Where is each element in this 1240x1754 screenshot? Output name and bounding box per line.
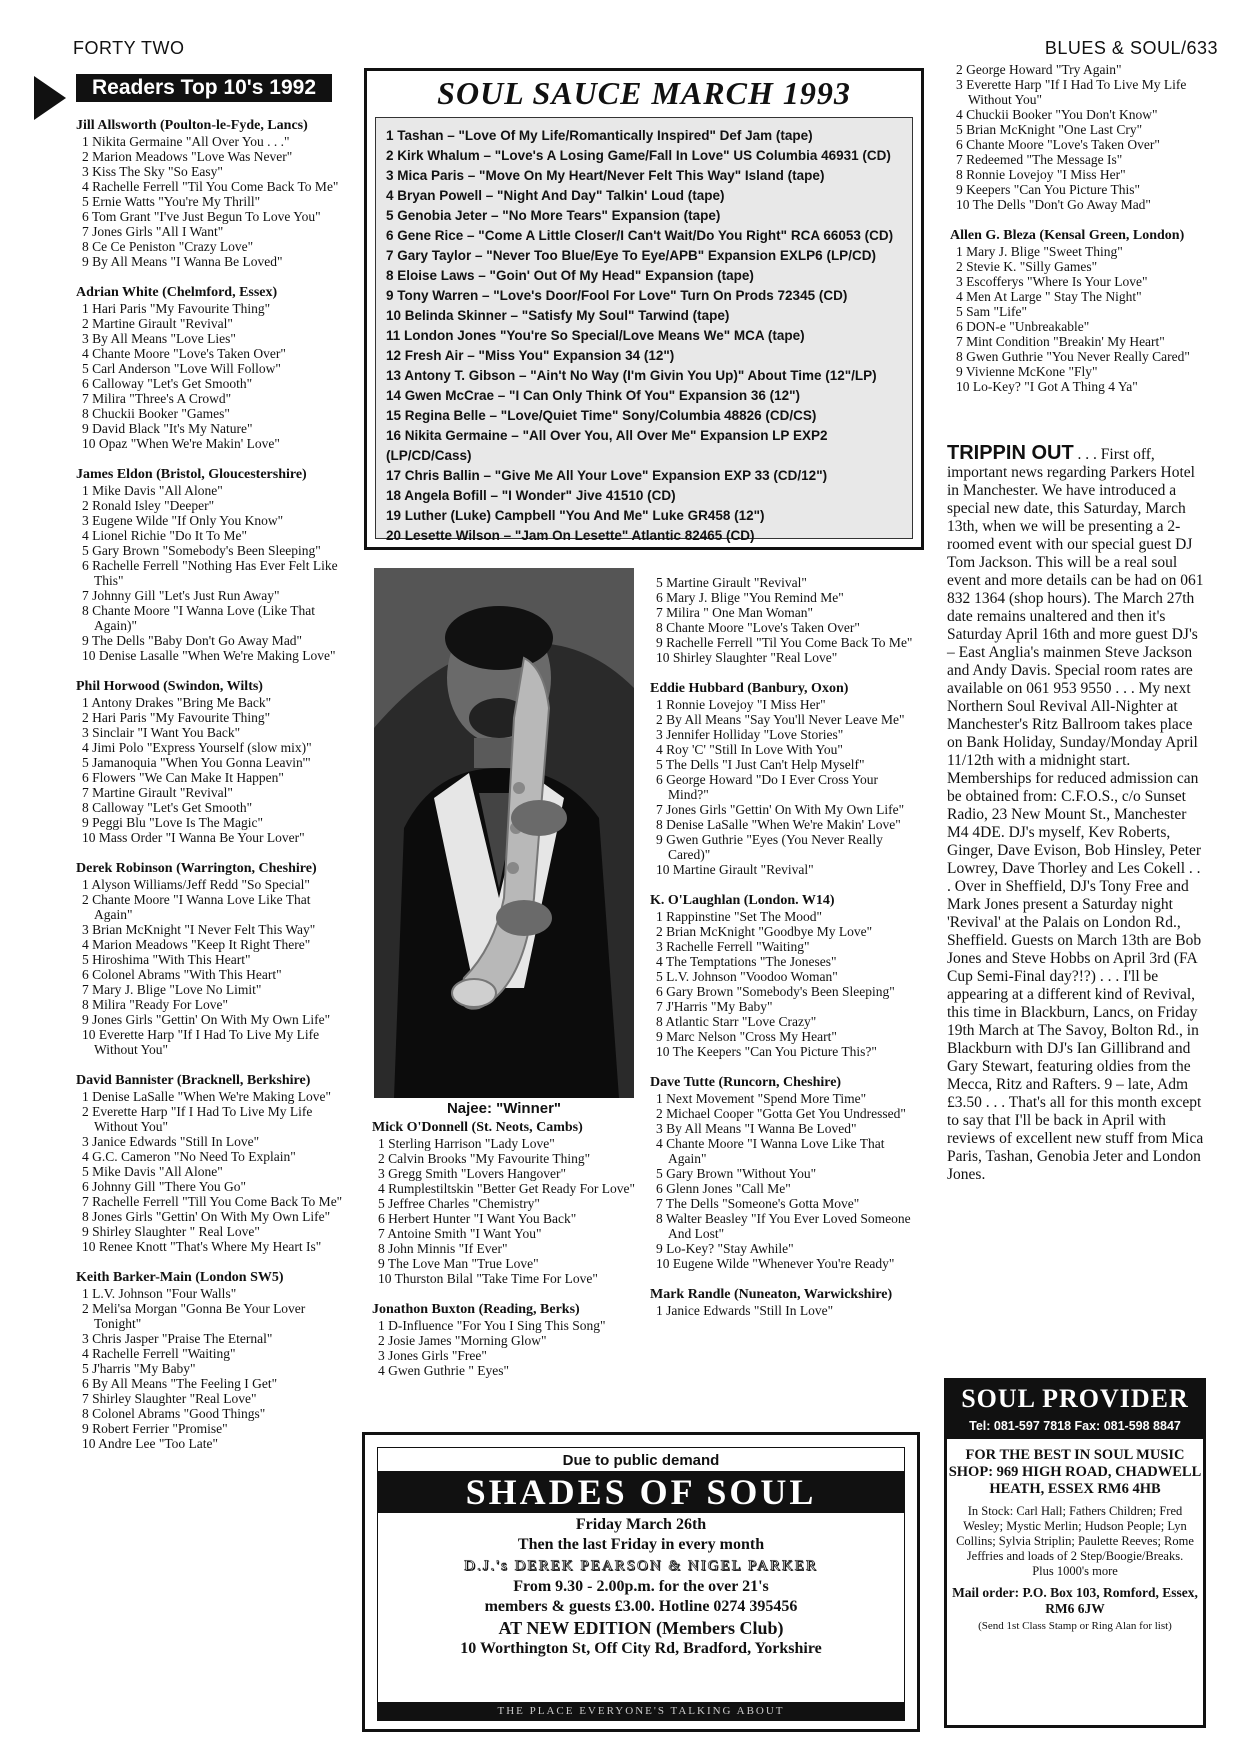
list-item: 8 Milira "Ready For Love" [82,997,228,1012]
reader-name: K. O'Laughlan (London. W14) [650,893,835,908]
list-item: 9 David Black "It's My Nature" [82,421,253,436]
reader-name: Phil Horwood (Swindon, Wilts) [76,679,263,694]
list-item: 4 Gwen Guthrie " Eyes" [378,1363,509,1378]
list-item: 5 Brian McKnight "One Last Cry" [956,122,1143,137]
reader-list [76,301,344,451]
list-item: 9 By All Means "I Wanna Be Loved" [82,254,283,269]
chart-entry: 9 Tony Warren – "Love's Door/Fool For Love" Turn On Prods 72345 (CD) [386,288,848,303]
reader-continued [950,62,1190,212]
reader-name: Dave Tutte (Runcorn, Cheshire) [650,1075,842,1090]
list-item: 10 Lo-Key? "I Got A Thing 4 Ya" [956,379,1138,394]
reader-top10 [372,1120,642,1286]
shades-footer: THE PLACE EVERYONE'S TALKING ABOUT [378,1702,904,1720]
list-item: 8 Ce Ce Peniston "Crazy Love" [82,239,254,254]
list-item: 3 Escofferys "Where Is Your Love" [956,274,1148,289]
list-item: 9 Marc Nelson "Cross My Heart" [656,1029,837,1044]
list-item: 9 The Dells "Baby Don't Go Away Mad" [82,633,303,648]
list-item: 10 Opaz "When We're Makin' Love" [82,436,280,451]
list-item: 4 Rachelle Ferrell "Til You Come Back To Me" [82,179,339,194]
list-item: 6 Tom Grant "I've Just Begun To Love You" [82,209,321,224]
list-item: 7 J'Harris "My Baby" [656,999,773,1014]
shades-venue: AT NEW EDITION (Members Club) [498,1618,784,1638]
list-item: 1 Mike Davis "All Alone" [82,483,223,498]
list-item: 9 Lo-Key? "Stay Awhile" [656,1241,794,1256]
provider-mail-order: Mail order: P.O. Box 103, Romford, Essex, RM6 6JW [952,1585,1198,1616]
list-item: 8 Atlantic Starr "Love Crazy" [656,1014,817,1029]
list-item: 2 Meli'sa Morgan "Gonna Be Your Lover Tonight" [82,1301,306,1331]
list-item: 5 Ernie Watts "You're My Thrill" [82,194,261,209]
list-item: 4 Jimi Polo "Express Yourself (slow mix)" [82,740,312,755]
reader-list [76,877,344,1057]
shades-address: 10 Worthington St, Off City Rd, Bradford, Yorkshire [460,1640,822,1657]
list-item: 6 Calloway "Let's Get Smooth" [82,376,253,391]
shades-djs: D.J.'s DEREK PEARSON & NIGEL PARKER [464,1558,818,1574]
provider-phone: Tel: 081-597 7818 Fax: 081-598 8847 [947,1417,1203,1439]
list-item: 1 Next Movement "Spend More Time" [656,1091,867,1106]
list-item: 3 Kiss The Sky "So Easy" [82,164,223,179]
reader-name: David Bannister (Bracknell, Berkshire) [76,1073,311,1088]
reader-list [76,1286,344,1451]
readers-column-2 [372,1120,642,1394]
readers-column-4 [950,62,1190,410]
list-item: 5 Gary Brown "Somebody's Been Sleeping" [82,543,321,558]
reader-list [372,1318,642,1378]
list-item: 2 Calvin Brooks "My Favourite Thing" [378,1151,591,1166]
chart-entry: 15 Regina Belle – "Love/Quiet Time" Sony/Columbia 48826 (CD/CS) [386,408,817,423]
reader-top10 [650,893,918,1059]
list-item: 9 Keepers "Can You Picture This" [956,182,1141,197]
list-item: 5 Mike Davis "All Alone" [82,1164,223,1179]
reader-name: Derek Robinson (Warrington, Cheshire) [76,861,317,876]
list-item: 2 George Howard "Try Again" [956,62,1122,77]
continued-list [950,62,1190,212]
list-item: 3 Everette Harp "If I Had To Live My Life Without You" [956,77,1187,107]
list-item: 10 Martine Girault "Revival" [656,862,814,877]
list-item: 6 Gary Brown "Somebody's Been Sleeping" [656,984,895,999]
shades-title: SHADES OF SOUL [378,1471,904,1513]
list-item: 6 Mary J. Blige "You Remind Me" [656,590,844,605]
list-item: 4 Rachelle Ferrell "Waiting" [82,1346,236,1361]
provider-title: SOUL PROVIDER [947,1381,1203,1417]
reader-list [650,909,918,1059]
list-item: 10 Renee Knott "That's Where My Heart Is" [82,1239,322,1254]
list-item: 5 J'harris "My Baby" [82,1361,196,1376]
list-item: 6 Glenn Jones "Call Me" [656,1181,791,1196]
list-item: 3 Eugene Wilde "If Only You Know" [82,513,284,528]
list-item: 7 Redeemed "The Message Is" [956,152,1123,167]
provider-plus: Plus 1000's more [1032,1564,1118,1578]
list-item: 5 Carl Anderson "Love Will Follow" [82,361,281,376]
provider-address: FOR THE BEST IN SOUL MUSIC SHOP: 969 HIGH ROAD, CHADWELL HEATH, ESSEX RM6 4HB [948,1447,1202,1497]
list-item: 3 Rachelle Ferrell "Waiting" [656,939,810,954]
chart-entry: 20 Lesette Wilson – "Jam On Lesette" Atlantic 82465 (CD) [386,528,755,543]
list-item: 5 The Dells "I Just Can't Help Myself" [656,757,865,772]
reader-top10 [950,228,1190,394]
list-item: 3 By All Means "I Wanna Be Loved" [656,1121,857,1136]
reader-top10 [76,861,344,1057]
list-item: 7 The Dells "Someone's Gotta Move" [656,1196,860,1211]
chart-entry: 4 Bryan Powell – "Night And Day" Talkin' Loud (tape) [386,188,725,203]
reader-top10 [650,1075,918,1271]
list-item: 8 Chante Moore "I Wanna Love (Like That Again)" [82,603,315,633]
list-item: 4 Chante Moore "Love's Taken Over" [82,346,286,361]
reader-top10 [76,467,344,663]
list-item: 1 Denise LaSalle "When We're Making Love" [82,1089,332,1104]
list-item: 3 Gregg Smith "Lovers Hangover" [378,1166,566,1181]
list-item: 7 Mary J. Blige "Love No Limit" [82,982,262,997]
list-item: 1 Alyson Williams/Jeff Redd "So Special" [82,877,310,892]
list-item: 2 Ronald Isley "Deeper" [82,498,215,513]
list-item: 2 Josie James "Morning Glow" [378,1333,547,1348]
list-item: 4 The Temptations "The Joneses" [656,954,837,969]
chart-entry: 11 London Jones "You're So Special/Love Means We" MCA (tape) [386,328,805,343]
chart-entry: 17 Chris Ballin – "Give Me All Your Love" Expansion EXP 33 (CD/12") [386,468,828,483]
list-item: 7 Martine Girault "Revival" [82,785,233,800]
chart-entry: 2 Kirk Whalum – "Love's A Losing Game/Fall In Love" US Columbia 46931 (CD) [386,148,891,163]
list-item: 6 By All Means "The Feeling I Get" [82,1376,278,1391]
list-item: 7 Antoine Smith "I Want You" [378,1226,542,1241]
list-item: 2 Michael Cooper "Gotta Get You Undressed" [656,1106,906,1121]
list-item: 4 Rumplestiltskin "Better Get Ready For Love" [378,1181,635,1196]
list-item: 2 Hari Paris "My Favourite Thing" [82,710,271,725]
list-item: 1 Antony Drakes "Bring Me Back" [82,695,272,710]
list-item: 5 Martine Girault "Revival" [656,575,807,590]
list-item: 1 Mary J. Blige "Sweet Thing" [956,244,1123,259]
reader-name: Eddie Hubbard (Banbury, Oxon) [650,681,849,696]
readers-top10-title: Readers Top 10's 1992 [76,74,332,102]
reader-name: Mick O'Donnell (St. Neots, Cambs) [372,1120,583,1135]
shades-inner [377,1447,905,1721]
reader-list [372,1136,642,1286]
reader-top10 [76,118,344,269]
reader-list [76,695,344,845]
saxophonist-image [374,568,634,1098]
list-item: 9 Jones Girls "Gettin' On With My Own Life" [82,1012,331,1027]
reader-name: Allen G. Bleza (Kensal Green, London) [950,228,1185,243]
magazine-issue: BLUES & SOUL/633 [1044,38,1218,58]
list-item: 3 Sinclair "I Want You Back" [82,725,241,740]
chart-entry: 7 Gary Taylor – "Never Too Blue/Eye To Eye/APB" Expansion EXLP6 (LP/CD) [386,248,876,263]
shades-demand: Due to public demand [562,1452,720,1469]
reader-list [950,244,1190,394]
reader-name: Keith Barker-Main (London SW5) [76,1270,284,1285]
list-item: 4 Chante Moore "I Wanna Love Like That Again" [656,1136,885,1166]
list-item: 8 Jones Girls "Gettin' On With My Own Life" [82,1209,331,1224]
page-number: FORTY TWO [73,38,185,58]
readers-column-1 [76,118,344,1467]
chart-entry: 6 Gene Rice – "Come A Little Closer/I Can't Wait/Do You Right" RCA 66053 (CD) [386,228,894,243]
shades-of-soul-ad [362,1432,920,1732]
najee-photo [374,568,634,1098]
reader-name: Mark Randle (Nuneaton, Warwickshire) [650,1287,893,1302]
reader-top10 [650,1287,918,1318]
shades-recurrence: Then the last Friday in every month [517,1536,765,1553]
list-item: 7 Jones Girls "All I Want" [82,224,224,239]
soul-sauce-list [386,126,902,546]
list-item: 2 Martine Girault "Revival" [82,316,233,331]
list-item: 6 DON-e "Unbreakable" [956,319,1090,334]
list-item: 8 Colonel Abrams "Good Things" [82,1406,266,1421]
reader-top10 [76,679,344,845]
list-item: 5 Hiroshima "With This Heart" [82,952,251,967]
list-item: 6 Johnny Gill "There You Go" [82,1179,247,1194]
reader-name: Jill Allsworth (Poulton-le-Fyde, Lancs) [76,118,308,133]
chart-entry: 3 Mica Paris – "Move On My Heart/Never Felt This Way" Island (tape) [386,168,825,183]
reader-name: Jonathon Buxton (Reading, Berks) [372,1302,580,1317]
chart-entry: 5 Genobia Jeter – "No More Tears" Expansion (tape) [386,208,721,223]
soul-sauce-chart [364,68,924,550]
list-item: 4 G.C. Cameron "No Need To Explain" [82,1149,296,1164]
chart-entry: 10 Belinda Skinner – "Satisfy My Soul" Tarwind (tape) [386,308,730,323]
list-item: 2 Marion Meadows "Love Was Never" [82,149,293,164]
list-item: 3 Chris Jasper "Praise The Eternal" [82,1331,273,1346]
soul-provider-ad [944,1378,1206,1728]
reader-continued [650,575,918,665]
chart-entry: 14 Gwen McCrae – "I Can Only Think Of You" Expansion 36 (12") [386,388,801,403]
shades-date: Friday March 26th [575,1516,707,1533]
reader-list [650,1091,918,1271]
reader-name: James Eldon (Bristol, Gloucestershire) [76,467,307,482]
reader-list [650,1303,918,1318]
list-item: 10 Thurston Bilal "Take Time For Love" [378,1271,598,1286]
list-item: 7 Shirley Slaughter "Real Love" [82,1391,257,1406]
list-item: 5 Jeffree Charles "Chemistry" [378,1196,540,1211]
provider-note: (Send 1st Class Stamp or Ring Alan for list) [978,1620,1172,1632]
arrow-icon [34,76,66,120]
list-item: 9 Shirley Slaughter " Real Love" [82,1224,260,1239]
list-item: 8 Chuckii Booker "Games" [82,406,230,421]
list-item: 9 Vivienne McKone "Fly" [956,364,1098,379]
chart-entry: 19 Luther (Luke) Campbell "You And Me" Luke GR458 (12") [386,508,765,523]
list-item: 10 Mass Order "I Wanna Be Your Lover" [82,830,305,845]
list-item: 6 George Howard "Do I Ever Cross Your Mind?" [656,772,878,802]
list-item: 2 Brian McKnight "Goodbye My Love" [656,924,873,939]
list-item: 8 Denise LaSalle "When We're Makin' Love" [656,817,901,832]
list-item: 6 Herbert Hunter "I Want You Back" [378,1211,577,1226]
photo-caption: Najee: "Winner" [446,1100,562,1117]
list-item: 1 Hari Paris "My Favourite Thing" [82,301,271,316]
list-item: 10 Eugene Wilde "Whenever You're Ready" [656,1256,895,1271]
list-item: 6 Chante Moore "Love's Taken Over" [956,137,1160,152]
reader-top10 [650,681,918,877]
shades-price: members & guests £3.00. Hotline 0274 395456 [484,1598,798,1615]
list-item: 8 Gwen Guthrie "You Never Really Cared" [956,349,1190,364]
trippin-out-column [947,444,1205,1184]
list-item: 3 By All Means "Love Lies" [82,331,236,346]
list-item: 9 Gwen Guthrie "Eyes (You Never Really Cared)" [656,832,883,862]
list-item: 5 Gary Brown "Without You" [656,1166,817,1181]
list-item: 7 Jones Girls "Gettin' On With My Own Life" [656,802,905,817]
trippin-out-body: . . . First off, important news regarding Parkers Hotel in Manchester. We have introduced a special new date, this Saturday, March 13th, when we will be presenting a 2-roomed event with our special guest DJ Tom Jackson. This will be a real soul event and more details can be had on 061 832 1364 (shop hours). The March 27th date remains unaltered and then it's Saturday April 16th and more guest DJ's – East Anglia's mainmen Steve Jackson and Andy Davis. Special room rates are available on 061 953 9550 . . . My next Northern Soul Revival All-Nighter at Manchester's Ritz Ballroom takes place on Bank Holiday, Sunday/Monday April 11/12th with a midnight start. Memberships for reduced admission can be obtained from: C.F.O.S., c/o Sunset Radio, 23 New Mount St., Manchester M4 4DE. DJ's myself, Kev Roberts, Ginger, Dave Evison, Bob Hinsley, Peter Lowrey, Dave Thorley and Les Cokell . . . Over in Sheffield, DJ's Tony Free and Mark Jones present a Saturday night 'Revival' at the Palais on London Rd., Sheffield. Guests on March 13th are Bob Jones and Steve Hobbs on April 3rd (FA Cup Semi-Final day?!?) . . . I'll be appearing at a different kind of Revival, this time in Blackburn, Lancs, on Friday 19th March at The Savoy, Bolton Rd., in Blackburn with DJ's Ian Gillibrand and Gary Stewart, featuring oldies from the Mecca, Ritz and Rafters. 9 – late, Adm £3.50 . . . That's all for this month except to say that I'll be back in April with reviews of excellent new stuff from Mica Paris, Tashan, Genobia Jeter and London Jones. [947,446,1204,1183]
chart-entry: 18 Angela Bofill – "I Wonder" Jive 41510 (CD) [386,488,676,503]
list-item: 1 Nikita Germaine "All Over You . . ." [82,134,290,149]
list-item: 3 Janice Edwards "Still In Love" [82,1134,260,1149]
list-item: 4 Marion Meadows "Keep It Right There" [82,937,311,952]
list-item: 6 Colonel Abrams "With This Heart" [82,967,282,982]
list-item: 4 Lionel Richie "Do It To Me" [82,528,248,543]
list-item: 10 Andre Lee "Too Late" [82,1436,219,1451]
list-item: 3 Jones Girls "Free" [378,1348,487,1363]
list-item: 1 Sterling Harrison "Lady Love" [378,1136,555,1151]
list-item: 10 Shirley Slaughter "Real Love" [656,650,838,665]
reader-list [76,1089,344,1254]
reader-top10 [76,285,344,451]
trippin-out-heading: TRIPPIN OUT [947,442,1074,464]
list-item: 2 Everette Harp "If I Had To Live My Life Without You" [82,1104,313,1134]
chart-entry: 16 Nikita Germaine – "All Over You, All Over Me" Expansion LP EXP2 (LP/CD/Cass) [386,428,828,463]
list-item: 3 Jennifer Holliday "Love Stories" [656,727,844,742]
list-item: 8 Chante Moore "Love's Taken Over" [656,620,860,635]
list-item: 7 Mint Condition "Breakin' My Heart" [956,334,1165,349]
list-item: 4 Roy 'C' "Still In Love With You" [656,742,843,757]
list-item: 9 Peggi Blu "Love Is The Magic" [82,815,263,830]
chart-entry: 13 Antony T. Gibson – "Ain't No Way (I'm Givin You Up)" About Time (12"/LP) [386,368,877,383]
list-item: 3 Brian McKnight "I Never Felt This Way" [82,922,316,937]
reader-name: Adrian White (Chelmford, Essex) [76,285,278,300]
chart-entry: 8 Eloise Laws – "Goin' Out Of My Head" Expansion (tape) [386,268,754,283]
list-item: 1 Rappinstine "Set The Mood" [656,909,823,924]
list-item: 4 Men At Large " Stay The Night" [956,289,1142,304]
chart-entry: 12 Fresh Air – "Miss You" Expansion 34 (12") [386,348,675,363]
list-item: 5 Sam "Life" [956,304,1028,319]
list-item: 9 Rachelle Ferrell "Til You Come Back To Me" [656,635,913,650]
list-item: 5 Jamanoquia "When You Gonna Leavin'" [82,755,311,770]
shades-time: From 9.30 - 2.00p.m. for the over 21's [513,1578,769,1595]
soul-sauce-title: SOUL SAUCE MARCH 1993 [437,75,851,111]
continued-list [650,575,918,665]
list-item: 1 L.V. Johnson "Four Walls" [82,1286,237,1301]
list-item: 1 Ronnie Lovejoy "I Miss Her" [656,697,826,712]
list-item: 9 Robert Ferrier "Promise" [82,1421,228,1436]
list-item: 10 The Dells "Don't Go Away Mad" [956,197,1151,212]
reader-top10 [372,1302,642,1378]
readers-column-3 [650,575,918,1334]
list-item: 1 Janice Edwards "Still In Love" [656,1303,834,1318]
chart-entry: 1 Tashan – "Love Of My Life/Romantically Inspired" Def Jam (tape) [386,128,813,143]
list-item: 5 L.V. Johnson "Voodoo Woman" [656,969,838,984]
reader-top10 [76,1270,344,1451]
list-item: 8 Walter Beasley "If You Ever Loved Someone And Lost" [656,1211,911,1241]
list-item: 1 D-Influence "For You I Sing This Song" [378,1318,606,1333]
list-item: 6 Flowers "We Can Make It Happen" [82,770,284,785]
list-item: 9 The Love Man "True Love" [378,1256,539,1271]
list-item: 7 Milira "Three's A Crowd" [82,391,232,406]
list-item: 8 John Minnis "If Ever" [378,1241,508,1256]
list-item: 8 Ronnie Lovejoy "I Miss Her" [956,167,1126,182]
list-item: 7 Johnny Gill "Let's Just Run Away" [82,588,280,603]
list-item: 6 Rachelle Ferrell "Nothing Has Ever Felt Like This" [82,558,338,588]
list-item: 4 Chuckii Booker "You Don't Know" [956,107,1158,122]
list-item: 2 Chante Moore "I Wanna Love Like That Again" [82,892,311,922]
provider-stock: In Stock: Carl Hall; Fathers Children; Fred Wesley; Mystic Merlin; Hudson People; Lyn Collins; Sylvia Striplin; Paulette Reeves; Rome Jeffries and loads of 2 Step/Boogie/Breaks. [956,1504,1194,1563]
list-item: 8 Calloway "Let's Get Smooth" [82,800,253,815]
list-item: 10 Denise Lasalle "When We're Making Love" [82,648,336,663]
reader-list [76,134,344,269]
list-item: 2 Stevie K. "Silly Games" [956,259,1098,274]
list-item: 10 The Keepers "Can You Picture This?" [656,1044,877,1059]
list-item: 10 Everette Harp "If I Had To Live My Life Without You" [82,1027,320,1057]
reader-list [76,483,344,663]
reader-top10 [76,1073,344,1254]
list-item: 7 Milira " One Man Woman" [656,605,814,620]
list-item: 2 By All Means "Say You'll Never Leave Me" [656,712,905,727]
soul-sauce-list-box [375,117,913,543]
reader-list [650,697,918,877]
list-item: 7 Rachelle Ferrell "Till You Come Back To Me" [82,1194,343,1209]
